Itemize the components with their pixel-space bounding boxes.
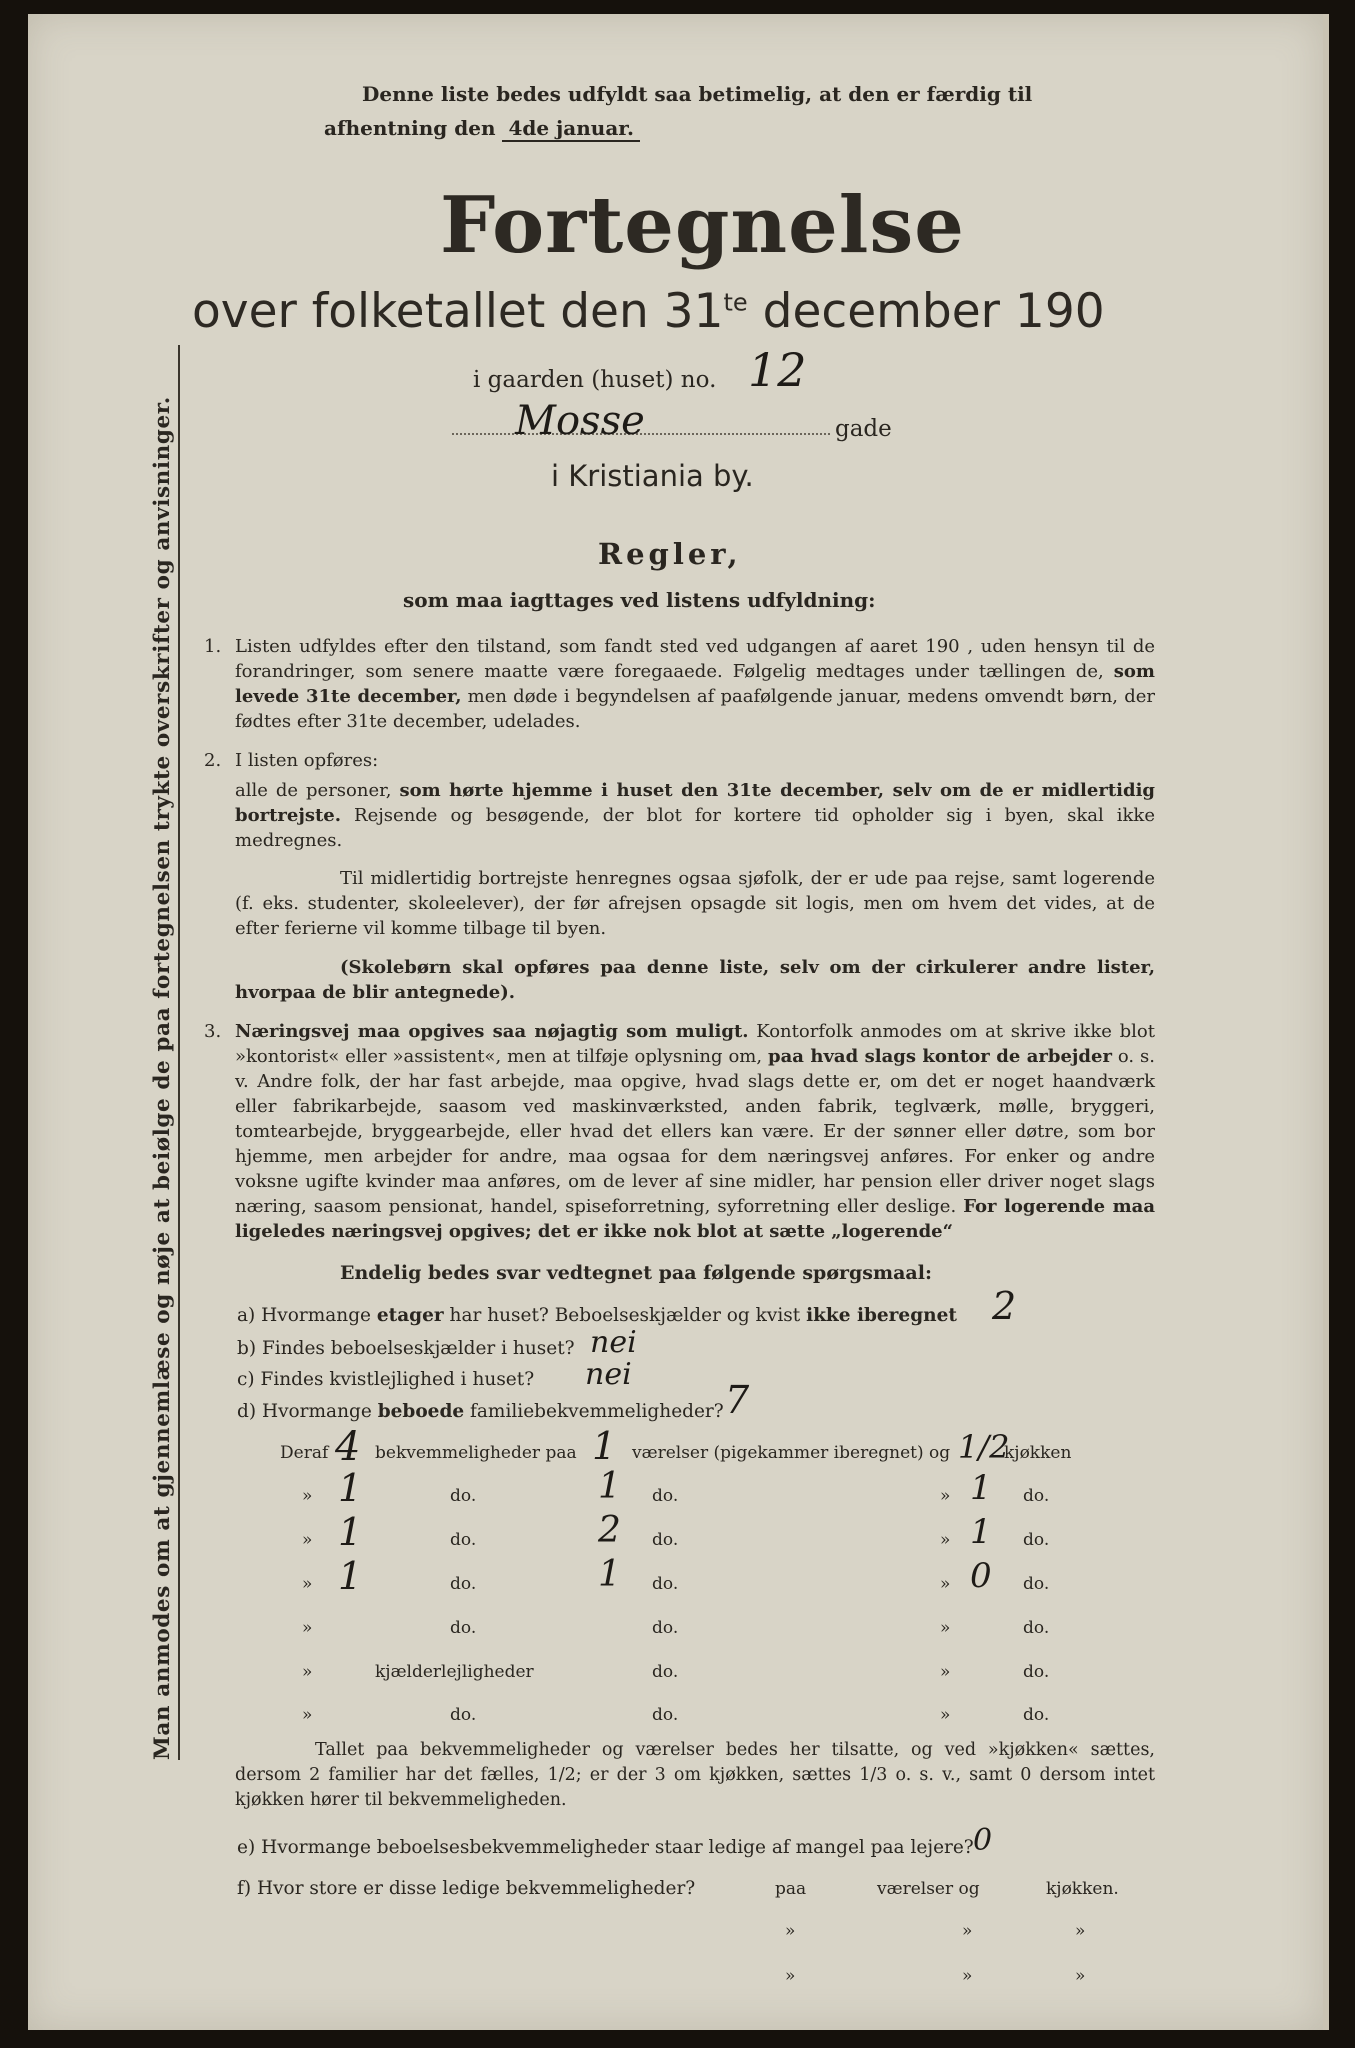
- house-label: i gaarden (huset) no.: [473, 367, 717, 393]
- row-3-rooms: 1: [598, 1554, 621, 1595]
- row-2-bullet: »: [302, 1530, 313, 1550]
- rule-2-paragraph-3: (Skolebørn skal opføres paa denne liste, selv om der cirkulerer andre lister, hvorpaa de blir antegnede).: [235, 957, 1155, 1003]
- subtitle-pre: over folketallet den 31: [192, 284, 724, 339]
- row-1-bullet-2: »: [940, 1486, 951, 1506]
- rule-3-c: paa hvad slags kontor de arbejder: [768, 1046, 1112, 1067]
- row-1-do-count: do.: [450, 1486, 477, 1506]
- rules-heading: Regler,: [598, 537, 742, 571]
- rule-3-b: Kontorfolk anmodes om at skrive ikke blot »kontorist« eller »assistent«, men at tilføje oplysning om,: [235, 1021, 1155, 1067]
- row-3-bullet-2: »: [940, 1574, 951, 1594]
- sidebar-instruction: Man anmodes om at gjennemlæse og nøje at beiølge de paa fortegnelsen trykte overskrifter og anvisninger.: [150, 396, 175, 1760]
- row-5-bullet: »: [302, 1662, 313, 1682]
- f-bullet-6: »: [1075, 1966, 1086, 1986]
- row-0-kitchen: 1/2: [958, 1428, 1010, 1466]
- rule-3-a: Næringsvej maa opgives saa nøjagtig som muligt.: [235, 1021, 749, 1042]
- row-6-do-kitchen: do.: [1023, 1705, 1050, 1725]
- street-name: Mosse: [515, 398, 645, 444]
- notice-line2-pre: afhentning den: [324, 116, 496, 140]
- question-d-text-1: Hvormange: [261, 1401, 372, 1422]
- f-bullet-4: »: [785, 1966, 796, 1986]
- page-subtitle: [192, 284, 1105, 339]
- row-3-do-kitchen: do.: [1023, 1574, 1050, 1594]
- rule-2-c: Rejsende og besøgende, der blot for kortere tid opholder sig i byen, skal ikke medregnes.: [235, 805, 1155, 851]
- question-d-label: d): [237, 1401, 257, 1422]
- rules-subheading: som maa iagttages ved listens udfyldning:: [403, 588, 876, 612]
- row-1-bullet: »: [302, 1486, 313, 1506]
- sidebar-rule: [178, 345, 180, 1760]
- question-a: [237, 1305, 957, 1326]
- rule-2-head: I listen opføres:: [235, 750, 379, 771]
- row-5-bullet-2: »: [940, 1662, 951, 1682]
- subtitle-sup: te: [723, 288, 748, 317]
- row-0-count: 4: [335, 1424, 361, 1470]
- question-b: [237, 1338, 575, 1359]
- answer-a: 2: [992, 1284, 1017, 1328]
- question-d: [237, 1401, 724, 1422]
- answer-e: 0: [973, 1823, 993, 1858]
- row-2-do-kitchen: do.: [1023, 1530, 1050, 1550]
- row-2-do-count: do.: [450, 1530, 477, 1550]
- rule-3-e: For logerende maa ligeledes næringsvej opgives; det er ikke nok blot at sætte „logerende“: [235, 1196, 1155, 1242]
- row-6-do-rooms: do.: [652, 1705, 679, 1725]
- rule-2-number: 2.: [204, 750, 222, 771]
- f-bullet-3: »: [1075, 1921, 1086, 1941]
- fraction-note: Tallet paa bekvemmeligheder og værelser bedes her tilsatte, og ved »kjøkken« sættes, dersom 2 familier har det fælles, 1/2; er der 3 om kjøkken, sættes 1/3 o. s. v., samt 0 dersom intet kjøkken hører til bekvemmeligheden.: [235, 1740, 1155, 1810]
- question-f-text: Hvor store er disse ledige bekvemmeligheder?: [256, 1878, 696, 1899]
- question-a-text-1: Hvormange: [261, 1305, 371, 1326]
- page-title: Fortegnelse: [440, 180, 965, 271]
- question-f-label: f): [237, 1878, 252, 1899]
- row-4-bullet: »: [302, 1618, 313, 1638]
- row-1-rooms: 1: [598, 1466, 621, 1507]
- row-2-kitchen: 1: [970, 1512, 992, 1552]
- row-2-count: 1: [338, 1510, 363, 1554]
- f-bullet-5: »: [962, 1966, 973, 1986]
- row-5-cellar-label: kjælderlejligheder: [375, 1662, 534, 1682]
- row-1-count: 1: [338, 1466, 363, 1510]
- house-number: 12: [748, 343, 807, 397]
- question-c-text: Findes kvistlejlighed i huset?: [260, 1369, 535, 1390]
- row-6-bullet-2: »: [940, 1705, 951, 1725]
- rule-2-paragraph-2: Til midlertidig bortrejste henregnes ogsaa sjøfolk, der er ude paa rejse, samt logerende (f. eks. studenter, skoleelever), der før afrejsen opsagde sit logis, men om hvem det vides, at de efter ferierne vil komme tilbage til byen.: [235, 868, 1155, 939]
- question-c-label: c): [237, 1369, 255, 1390]
- question-d-text-2: beboede: [377, 1401, 465, 1422]
- subtitle-post: december 190: [762, 284, 1105, 339]
- f-bullet-1: »: [785, 1921, 796, 1941]
- rule-3-d: o. s. v. Andre folk, der har fast arbejde, maa opgive, hvad slags dette er, om det er noget haandværk eller fabrikarbejde, saasom ved maskinværksted, anden fabrik, teglværk, mølle, bryggeri, tomtearbejde, bryggearbejde, eller hvad det ellers kan være. Er der sønner eller døtre, som bor hjemme, men arbejder for andre, maa ogsaa for dem næringsvej anføres. For enker og andre voksne ugifte kvinder maa anføres, om de lever af sine midler, har pension eller driver noget slags næring, saasom pensionat, handel, spiseforretning, syforretning eller deslige.: [235, 1046, 1155, 1217]
- rule-1-c: men døde i begyndelsen af paafølgende januar, medens omvendt børn, der fødtes efter 31te december, udelades.: [235, 686, 1155, 732]
- row-0-rooms: 1: [592, 1424, 617, 1468]
- table-deraf: Deraf: [280, 1443, 329, 1463]
- table-header-rooms: værelser (pigekammer iberegnet) og: [632, 1443, 951, 1463]
- rule-2-text: [235, 778, 1155, 853]
- row-6-bullet: »: [302, 1705, 313, 1725]
- notice-line2: [324, 116, 640, 140]
- rule-2-a: alle de personer,: [235, 780, 392, 801]
- question-a-label: a): [237, 1305, 256, 1326]
- rule-2-b: som hørte hjemme i huset den 31te december, selv om de er midlertidig bortrejste.: [235, 780, 1155, 826]
- row-3-do-count: do.: [450, 1574, 477, 1594]
- table-header-mid: bekvemmeligheder paa: [375, 1443, 577, 1463]
- answer-b: nei: [590, 1325, 637, 1360]
- f-bullet-2: »: [962, 1921, 973, 1941]
- table-header-kitchen: kjøkken: [1004, 1443, 1072, 1463]
- question-f: [237, 1878, 695, 1899]
- notice-line1: Denne liste bedes udfyldt saa betimelig, at den er færdig til: [362, 82, 1033, 106]
- answer-c: nei: [585, 1357, 632, 1392]
- answer-d: 7: [725, 1378, 750, 1422]
- row-2-rooms: 2: [598, 1510, 621, 1551]
- row-3-count: 1: [338, 1554, 363, 1598]
- row-1-do-kitchen: do.: [1023, 1486, 1050, 1506]
- row-2-bullet-2: »: [940, 1530, 951, 1550]
- question-c: [237, 1369, 534, 1390]
- row-6-do-count: do.: [450, 1705, 477, 1725]
- rule-1-number: 1.: [204, 636, 222, 657]
- question-f-vaerelser: værelser og: [877, 1879, 980, 1899]
- rule-1-text: [235, 634, 1155, 734]
- row-4-do-rooms: do.: [652, 1618, 679, 1638]
- question-a-text-4: ikke iberegnet: [806, 1305, 957, 1326]
- row-4-do-count: do.: [450, 1618, 477, 1638]
- rule-1-b: som levede 31te december,: [235, 661, 1155, 707]
- row-4-bullet-2: »: [940, 1618, 951, 1638]
- row-3-do-rooms: do.: [652, 1574, 679, 1594]
- row-5-do-kitchen: do.: [1023, 1662, 1050, 1682]
- question-e-text: Hvormange beboelsesbekvemmeligheder staar ledige af mangel paa lejere?: [261, 1837, 974, 1858]
- rule-1-a: Listen udfyldes efter den tilstand, som fandt sted ved udgangen af aaret 190 , uden hensyn til de forandringer, som senere maatte være foregaaede. Følgelig medtages under tællingen de,: [235, 636, 1155, 682]
- city-label: i Kristiania by.: [551, 459, 754, 493]
- question-a-text-2: etager: [376, 1305, 444, 1326]
- notice-date: 4de januar.: [502, 116, 640, 142]
- row-1-do-rooms: do.: [652, 1486, 679, 1506]
- questions-intro: Endelig bedes svar vedtegnet paa følgende spørgsmaal:: [340, 1262, 932, 1284]
- question-b-text: Findes beboelseskjælder i huset?: [261, 1338, 575, 1359]
- row-4-do-kitchen: do.: [1023, 1618, 1050, 1638]
- question-f-kjokken: kjøkken.: [1046, 1879, 1119, 1899]
- street-suffix: gade: [835, 416, 892, 442]
- question-e-label: e): [237, 1837, 256, 1858]
- rule-3-text: [235, 1019, 1155, 1244]
- row-3-bullet: »: [302, 1574, 313, 1594]
- question-f-paa: paa: [775, 1879, 807, 1899]
- question-b-label: b): [237, 1338, 257, 1359]
- rule-3-number: 3.: [204, 1021, 222, 1042]
- row-3-kitchen: 0: [970, 1556, 992, 1596]
- question-e: [237, 1837, 974, 1858]
- row-2-do-rooms: do.: [652, 1530, 679, 1550]
- question-a-text-3: har huset? Beboelseskjælder og kvist: [449, 1305, 801, 1326]
- question-d-text-3: familiebekvemmeligheder?: [470, 1401, 724, 1422]
- row-5-do-rooms: do.: [652, 1662, 679, 1682]
- row-1-kitchen: 1: [970, 1468, 992, 1508]
